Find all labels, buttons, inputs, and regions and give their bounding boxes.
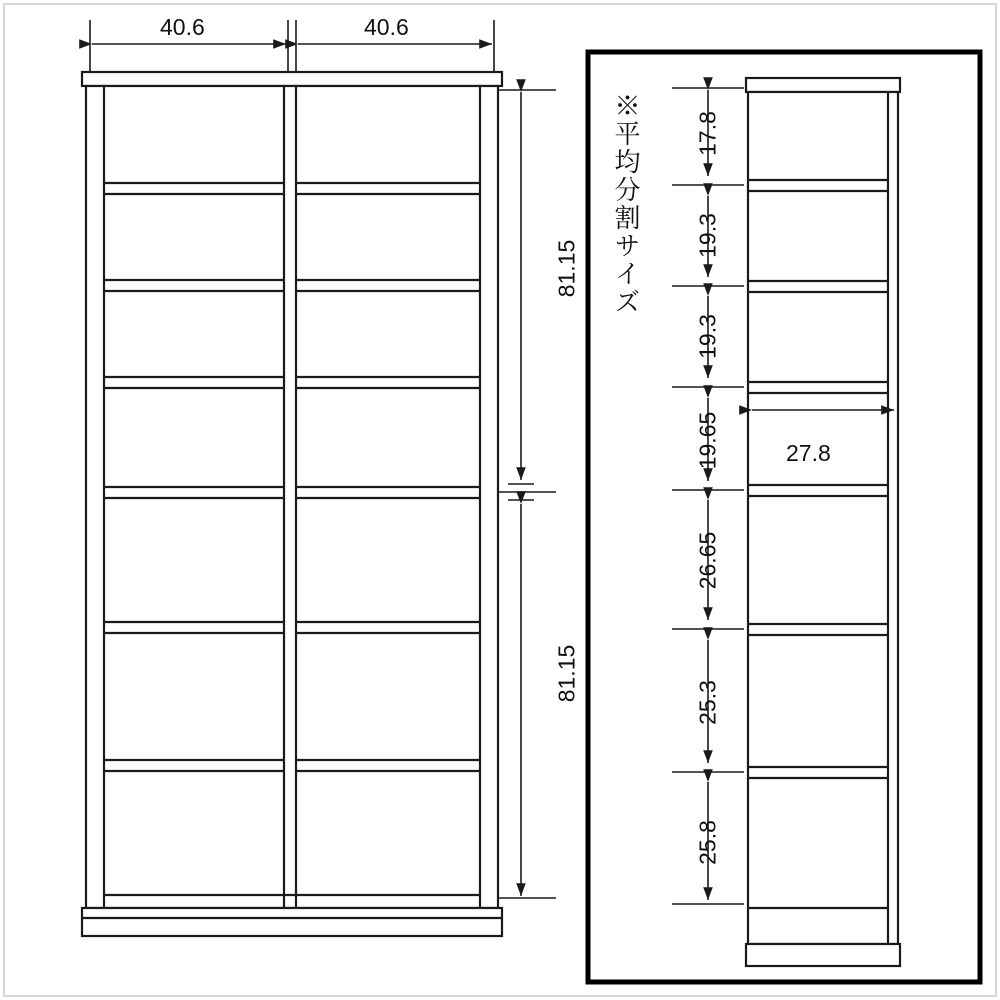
front-height-dim-1: 81.15: [553, 239, 580, 298]
side-segment-dim-5: 26.65: [694, 531, 721, 590]
average-split-size-note: ※平均分割サイズ: [611, 92, 641, 316]
front-width-dim-2: 40.6: [364, 14, 409, 40]
side-segment-dim-6: 25.3: [694, 680, 721, 725]
front-height-dim-2: 81.15: [553, 644, 580, 703]
front-width-dim-1: 40.6: [160, 14, 205, 40]
side-depth-dim: 27.8: [786, 440, 831, 466]
side-segment-dim-4: 19.65: [694, 411, 721, 470]
front-view: [82, 72, 502, 936]
side-segment-dim-3: 19.3: [694, 314, 721, 359]
side-segment-dim-7: 25.8: [694, 820, 721, 865]
side-segment-dim-2: 19.3: [694, 213, 721, 258]
side-view: [746, 78, 900, 966]
side-segment-dim-1: 17.8: [694, 111, 721, 156]
front-height-dimensions: [498, 90, 556, 898]
front-width-dimensions: [90, 20, 494, 72]
